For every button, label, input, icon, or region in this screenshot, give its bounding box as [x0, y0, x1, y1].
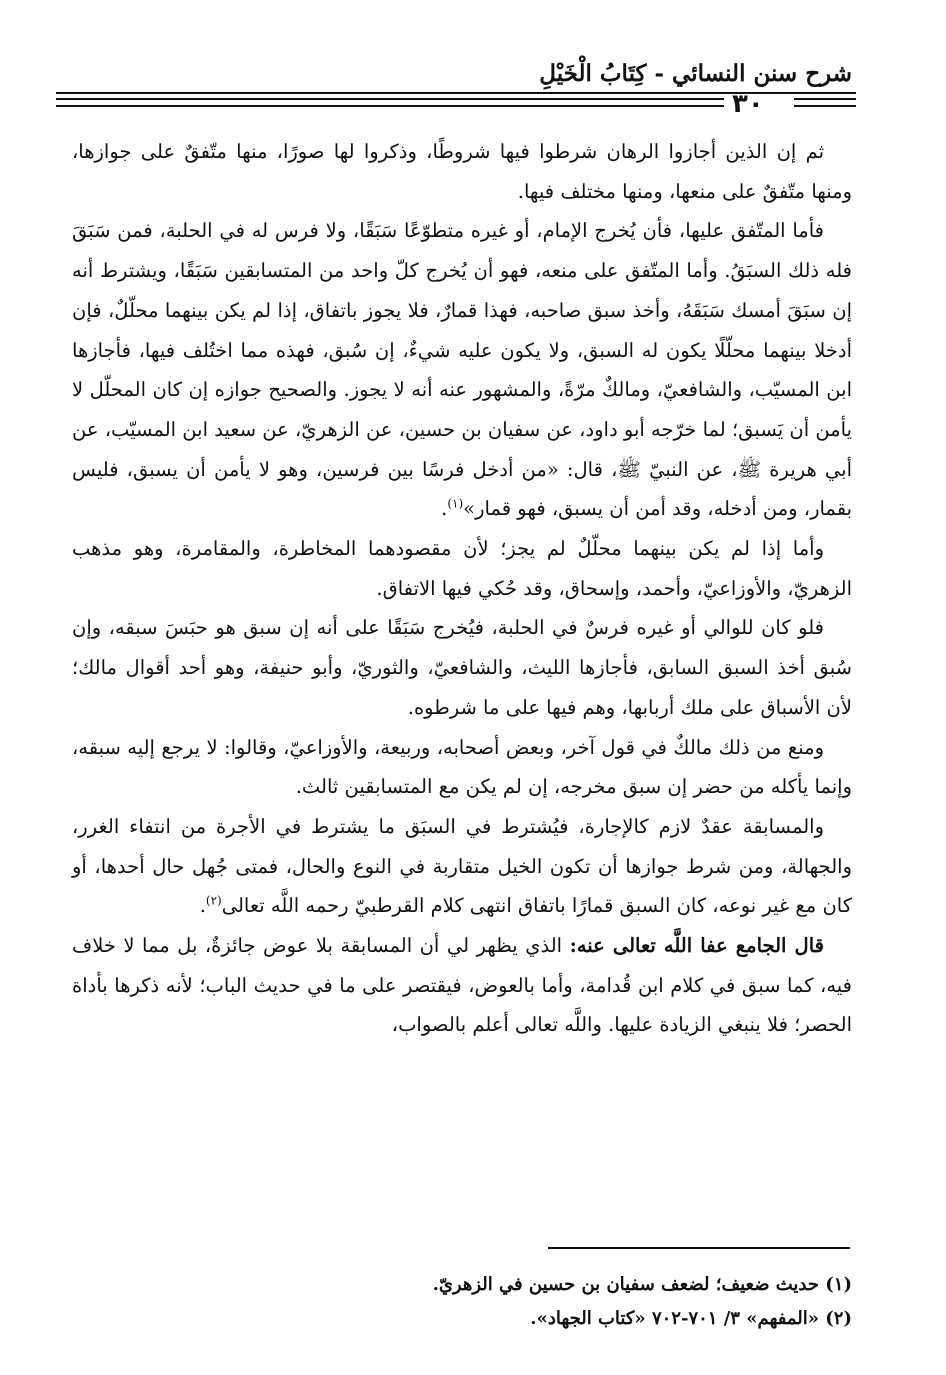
paragraph-1: ثم إن الذين أجازوا الرهان شرطوا فيها شروطًا، وذكروا لها صورًا، منها متّفقٌ على جوازها، ومنها متّفقٌ على منعها، ومنها مختلف فيها.: [72, 140, 852, 203]
paragraph-2-end-dot: .: [441, 497, 448, 521]
footnote-2: (٢) «المفهم» ٣/ ٧٠١-٧٠٢ «كتاب الجهاد».: [530, 1308, 852, 1329]
footnote-ref-1: (١): [447, 496, 464, 511]
paragraph-6-end-dot: .: [199, 894, 206, 918]
compiler-text: الذي يظهر لي أن المسابقة بلا عوض جائزةٌ، بل مما لا خلاف فيه، كما سبق في كلام ابن قُدامة، وأما بالعوض، فيقتصر على ما في حديث الباب؛ لأنه ذكرها بأداة الحصر؛ فلا ينبغي الزيادة عليها. واللَّه تعالى أعلم بالصواب،: [72, 934, 852, 1037]
main-text: [72, 132, 852, 1045]
paragraph-2: [72, 211, 852, 529]
header-double-rule-right-bottom: [794, 105, 856, 107]
header-double-rule-left-bottom: [56, 105, 724, 107]
paragraph-4: فلو كان للوالي أو غيره فرسٌ في الحلبة، فيُخرج سَبَقًا على أنه إن سبق هو حبَسَ سبقه، وإن سُبق أخذ السبق السابق، فأجازها الليث، والشافعيّ، والثوريّ، وأبو حنيفة، وهو أحد أقوال مالك؛ لأن الأسباق على ملك أربابها، وهم فيها على ما شرطوه.: [72, 616, 852, 719]
paragraph-5: ومنع من ذلك مالكٌ في قول آخر، وبعض أصحابه، وربيعة، والأوزاعيّ، وقالوا: لا يرجع إليه سبقه، وإنما يأكله من حضر إن سبق مخرجه، إن لم يكن مع المتسابقين ثالث.: [72, 735, 852, 799]
paragraph-2-text: فأما المتّفق عليها، فأن يُخرج الإمام، أو غيره متطوّعًا سَبَقًا، ولا فرس له في الحلبة، فمن سَبَقَ فله ذلك السبَقُ. وأما المتّفق على منعه، فهو أن يُخرج كلّ واحد من المتسابقين سَبَقًا، ويشترط أنه إن سبَقَ أمسك سَبَقَهُ، وأخذ سبق صاحبه، فهذا قمارٌ، فلا يجوز باتفاق، إذا لم يكن بينهما محلّلٌ، فإن أدخلا بينهما محلّلًا يكون له السبق، ولا يكون عليه شيءٌ، إن سُبق، فهذه مما اختُلف فيها، فأجازها ابن المسيّب، والشافعيّ، ومالكٌ مرّةً، والمشهور عنه أنه لا يجوز. والصحيح جوازه إن كان المحلّل لا يأمن أن يَسبق؛ لما خرّجه أبو داود، عن سفيان بن حسين، عن الزهريّ، عن سعيد ابن المسيّب، عن أبي هريرة ﷺ، عن النبيّ ﷺ، قال: «من أدخل فرسًا بين فرسين، وهو لا يأمن أن يسبق، فليس بقمار، ومن أدخله، وقد أمن أن يسبق، فهو قمار»: [72, 219, 852, 521]
footnote-1: (١) حديث ضعيف؛ لضعف سفيان بن حسين في الزهريّ.: [432, 1274, 852, 1295]
paragraph-6-text: والمسابقة عقدٌ لازم كالإجارة، فيُشترط في السبَق ما يشترط في الأجرة من انتفاء الغرر، والجهالة، ومن شرط جوازها أن تكون الخيل متقاربة في النوع والحال، فمتى جُهل حال أحدها، أو كان مع غير نوعه، كان السبق قمارًا باتفاق انتهى كلام القرطبيّ رحمه اللَّه تعالى: [72, 814, 852, 918]
paragraph-6: [72, 807, 852, 926]
compiler-lead: قال الجامع عفا اللَّه تعالى عنه:: [569, 934, 824, 958]
footnotes: [72, 1268, 852, 1336]
running-title: شرح سنن النسائي - كِتَابُ الْخَيْلِ: [539, 60, 852, 87]
page-number: ٣٠: [732, 89, 764, 119]
header-double-rule-left-top: [56, 98, 724, 100]
footnote-ref-2: (٢): [205, 893, 222, 908]
footnote-separator: [548, 1247, 850, 1249]
paragraph-7: [72, 926, 852, 1045]
paragraph-3: وأما إذا لم يكن بينهما محلّلٌ لم يجز؛ لأن مقصودهما المخاطرة، والمقامرة، وهو مذهب الزهريّ، والأوزاعيّ، وأحمد، وإسحاق، وقد حُكي فيها الاتفاق.: [72, 537, 852, 600]
page-header: [56, 52, 856, 122]
header-double-rule-right-top: [794, 98, 856, 100]
